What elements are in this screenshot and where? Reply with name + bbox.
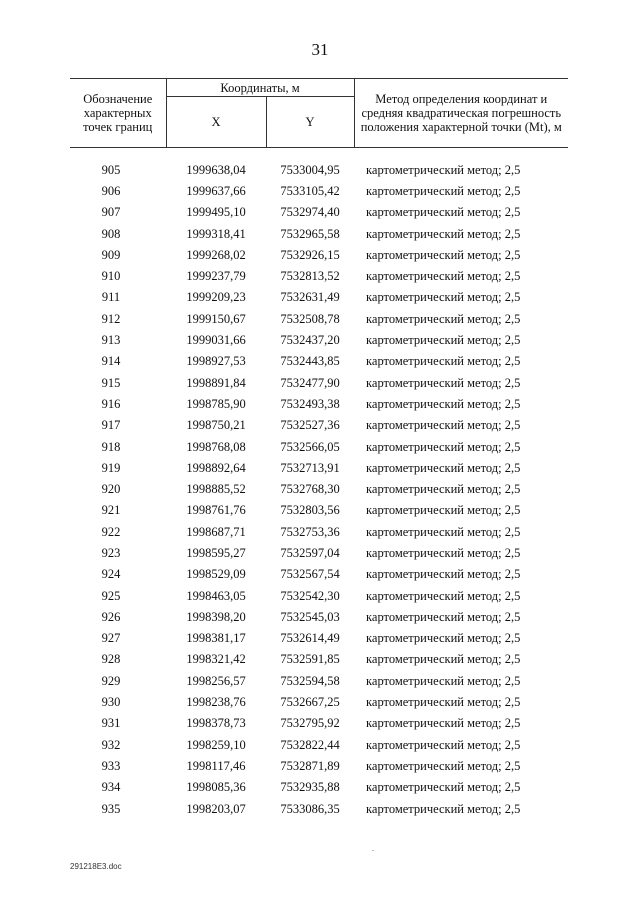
coordinate-y: 7532974,40: [280, 205, 340, 220]
coordinate-y: 7532443,85: [280, 354, 340, 369]
method-cell: картометрический метод; 2,5: [366, 695, 521, 710]
header-method: Метод определения координат и средняя квадратическая погрешность положения характерной точки (Mt), м: [354, 79, 568, 148]
point-number: 908: [101, 226, 121, 241]
point-number: 906: [101, 183, 121, 198]
table-row: [70, 798, 568, 819]
coordinate-y: 7532594,58: [280, 673, 340, 688]
coordinate-x: 1998381,17: [186, 631, 246, 646]
point-number: 919: [101, 460, 121, 475]
method-cell: картометрический метод; 2,5: [366, 609, 521, 624]
method-cell: картометрический метод; 2,5: [366, 801, 521, 816]
table-row: [70, 159, 568, 180]
coordinate-x: 1998529,09: [186, 567, 246, 582]
scan-speck: [372, 850, 374, 851]
table-row: [70, 542, 568, 563]
point-number: 920: [101, 482, 121, 497]
table-row: [70, 351, 568, 372]
coordinate-x: 1998785,90: [186, 396, 246, 411]
coordinate-x: 1998256,57: [186, 673, 246, 688]
method-cell: картометрический метод; 2,5: [366, 503, 521, 518]
method-cell: картометрический метод; 2,5: [366, 652, 521, 667]
method-cell: картометрический метод; 2,5: [366, 290, 521, 305]
table-body: [70, 148, 568, 820]
coordinate-x: 1999638,04: [186, 162, 246, 177]
coordinate-y: 7532813,52: [280, 269, 340, 284]
table-row: [70, 670, 568, 691]
point-number: 910: [101, 269, 121, 284]
point-number: 933: [101, 758, 121, 773]
table-row: [70, 755, 568, 776]
coordinate-x: 1999209,23: [186, 290, 246, 305]
coordinate-y: 7532567,54: [280, 567, 340, 582]
table-row: [70, 265, 568, 286]
method-cell: картометрический метод; 2,5: [366, 311, 521, 326]
coordinate-y: 7532713,91: [280, 460, 340, 475]
table-row: [70, 691, 568, 712]
coordinate-y: 7532667,25: [280, 695, 340, 710]
point-number: 925: [101, 588, 121, 603]
coordinate-y: 7532935,88: [280, 780, 340, 795]
point-number: 929: [101, 673, 121, 688]
table-row: [70, 777, 568, 798]
method-cell: картометрический метод; 2,5: [366, 716, 521, 731]
table-row: [70, 287, 568, 308]
header-x: X: [166, 97, 266, 148]
point-number: 909: [101, 247, 121, 262]
point-number: 913: [101, 333, 121, 348]
table-row: [70, 585, 568, 606]
coordinate-x: 1998463,05: [186, 588, 246, 603]
coordinate-x: 1998117,46: [186, 758, 246, 773]
coordinate-x: 1998891,84: [186, 375, 246, 390]
point-number: 912: [101, 311, 121, 326]
method-cell: картометрический метод; 2,5: [366, 162, 521, 177]
method-cell: картометрический метод; 2,5: [366, 333, 521, 348]
coordinate-y: 7532803,56: [280, 503, 340, 518]
coordinate-x: 1998595,27: [186, 545, 246, 560]
page-number: 31: [311, 40, 329, 59]
method-cell: картометрический метод; 2,5: [366, 418, 521, 433]
document-code: 291218E3.doc: [70, 862, 122, 871]
method-cell: картометрический метод; 2,5: [366, 269, 521, 284]
method-cell: картометрический метод; 2,5: [366, 631, 521, 646]
coordinate-y: 7532795,92: [280, 716, 340, 731]
point-number: 918: [101, 439, 121, 454]
coordinate-y: 7533086,35: [280, 801, 340, 816]
method-cell: картометрический метод; 2,5: [366, 375, 521, 390]
point-number: 921: [101, 503, 121, 518]
coordinate-x: 1998768,08: [186, 439, 246, 454]
coordinate-y: 7532508,78: [280, 311, 340, 326]
coordinate-y: 7532477,90: [280, 375, 340, 390]
coordinate-x: 1999150,67: [186, 311, 246, 326]
table-row: [70, 713, 568, 734]
point-number: 916: [101, 396, 121, 411]
coordinate-x: 1999495,10: [186, 205, 246, 220]
table-row: [70, 202, 568, 223]
coordinate-y: 7532871,89: [280, 758, 340, 773]
header-spacer: [70, 148, 568, 160]
coordinate-x: 1998398,20: [186, 609, 246, 624]
coordinate-y: 7532614,49: [280, 631, 340, 646]
table-row: [70, 436, 568, 457]
coordinates-table: [70, 78, 568, 819]
table-row: [70, 734, 568, 755]
coordinate-x: 1999268,02: [186, 247, 246, 262]
point-number: 923: [101, 545, 121, 560]
point-number: 924: [101, 567, 121, 582]
coordinate-y: 7532597,04: [280, 545, 340, 560]
point-number: 932: [101, 737, 121, 752]
coordinate-x: 1998203,07: [186, 801, 246, 816]
coordinate-y: 7532965,58: [280, 226, 340, 241]
point-number: 928: [101, 652, 121, 667]
point-number: 922: [101, 524, 121, 539]
table-row: [70, 564, 568, 585]
coordinate-x: 1998085,36: [186, 780, 246, 795]
coordinate-x: 1998378,73: [186, 716, 246, 731]
table-row: [70, 521, 568, 542]
coordinate-x: 1999637,66: [186, 183, 246, 198]
table-header: [70, 79, 568, 148]
method-cell: картометрический метод; 2,5: [366, 567, 521, 582]
method-cell: картометрический метод; 2,5: [366, 354, 521, 369]
method-cell: картометрический метод; 2,5: [366, 226, 521, 241]
coordinate-y: 7532591,85: [280, 652, 340, 667]
coordinate-x: 1999031,66: [186, 333, 246, 348]
header-coordinates-group: Координаты, м: [166, 79, 354, 97]
header-y: Y: [266, 97, 354, 148]
coordinate-y: 7532753,36: [280, 524, 340, 539]
method-cell: картометрический метод; 2,5: [366, 183, 521, 198]
table-row: [70, 500, 568, 521]
coordinate-y: 7532437,20: [280, 333, 340, 348]
table-row: [70, 329, 568, 350]
point-number: 914: [101, 354, 121, 369]
coordinate-x: 1998687,71: [186, 524, 246, 539]
coordinate-x: 1999318,41: [186, 226, 246, 241]
table-row: [70, 649, 568, 670]
table-row: [70, 415, 568, 436]
coordinate-x: 1998321,42: [186, 652, 246, 667]
coordinate-y: 7532542,30: [280, 588, 340, 603]
point-number: 934: [101, 780, 121, 795]
coordinate-y: 7532631,49: [280, 290, 340, 305]
coordinate-y: 7532493,38: [280, 396, 340, 411]
table-row: [70, 244, 568, 265]
method-cell: картометрический метод; 2,5: [366, 205, 521, 220]
table-row: [70, 308, 568, 329]
coordinate-x: 1999237,79: [186, 269, 246, 284]
coordinate-y: 7532822,44: [280, 737, 340, 752]
coordinate-y: 7532926,15: [280, 247, 340, 262]
table-row: [70, 478, 568, 499]
method-cell: картометрический метод; 2,5: [366, 545, 521, 560]
coordinate-y: 7532566,05: [280, 439, 340, 454]
point-number: 926: [101, 609, 121, 624]
coordinate-x: 1998238,76: [186, 695, 246, 710]
method-cell: картометрический метод; 2,5: [366, 524, 521, 539]
coordinate-x: 1998259,10: [186, 737, 246, 752]
method-cell: картометрический метод; 2,5: [366, 758, 521, 773]
point-number: 907: [101, 205, 121, 220]
point-number: 915: [101, 375, 121, 390]
point-number: 917: [101, 418, 121, 433]
coordinate-x: 1998892,64: [186, 460, 246, 475]
table-row: [70, 223, 568, 244]
table-row: [70, 606, 568, 627]
coordinate-y: 7532768,30: [280, 482, 340, 497]
method-cell: картометрический метод; 2,5: [366, 673, 521, 688]
coordinate-y: 7532527,36: [280, 418, 340, 433]
method-cell: картометрический метод; 2,5: [366, 780, 521, 795]
coordinate-x: 1998885,52: [186, 482, 246, 497]
table-row: [70, 180, 568, 201]
coordinate-x: 1998927,53: [186, 354, 246, 369]
coordinate-y: 7533004,95: [280, 162, 340, 177]
method-cell: картометрический метод; 2,5: [366, 460, 521, 475]
method-cell: картометрический метод; 2,5: [366, 482, 521, 497]
header-point-designation: Обозначение характерных точек границ: [70, 79, 166, 148]
method-cell: картометрический метод; 2,5: [366, 737, 521, 752]
coordinate-y: 7532545,03: [280, 609, 340, 624]
table-row: [70, 372, 568, 393]
point-number: 927: [101, 631, 121, 646]
method-cell: картометрический метод; 2,5: [366, 439, 521, 454]
table-row: [70, 457, 568, 478]
method-cell: картометрический метод; 2,5: [366, 396, 521, 411]
point-number: 930: [101, 695, 121, 710]
table-row: [70, 628, 568, 649]
point-number: 935: [101, 801, 121, 816]
method-cell: картометрический метод; 2,5: [366, 247, 521, 262]
point-number: 931: [101, 716, 121, 731]
table-row: [70, 393, 568, 414]
coordinate-x: 1998750,21: [186, 418, 246, 433]
coordinate-y: 7533105,42: [280, 183, 340, 198]
coordinate-x: 1998761,76: [186, 503, 246, 518]
method-cell: картометрический метод; 2,5: [366, 588, 521, 603]
point-number: 905: [101, 162, 121, 177]
point-number: 911: [101, 290, 121, 305]
